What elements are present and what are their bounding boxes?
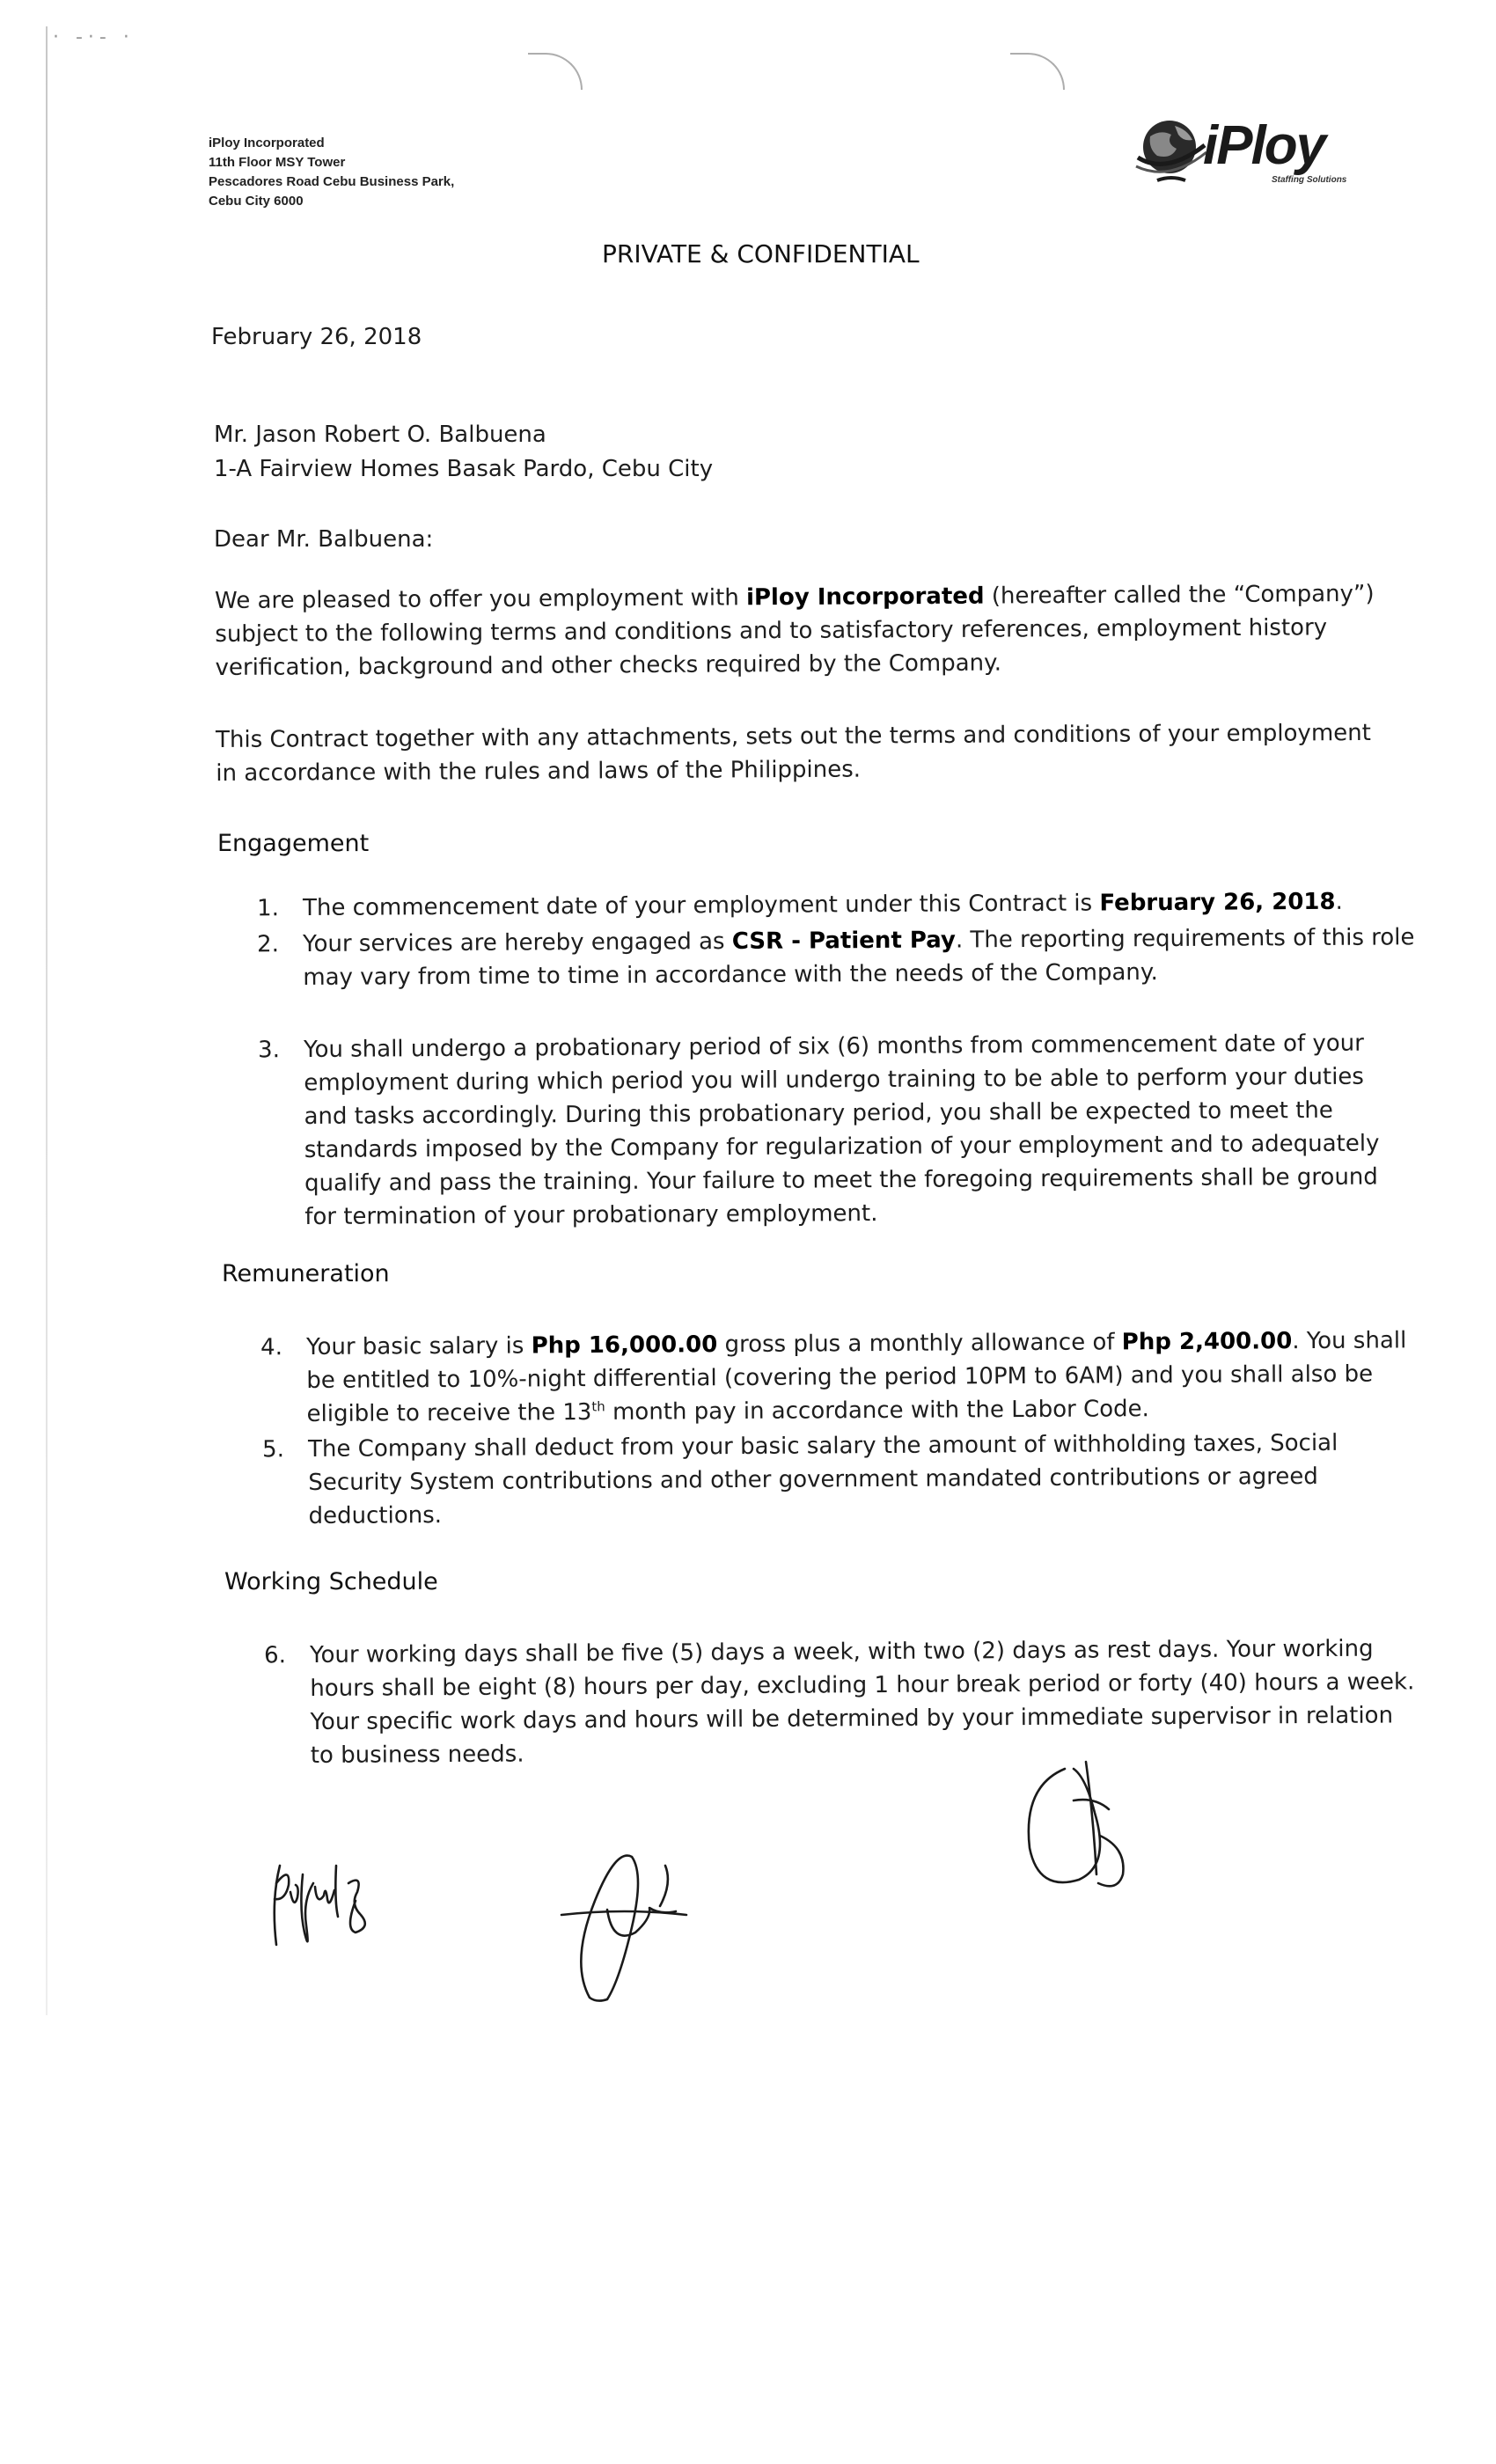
clause-2-number: 2. (257, 931, 280, 958)
clause-4-number: 4. (260, 1334, 283, 1361)
clause-4-line-3-end: month pay in accordance with the Labor Code. (605, 1396, 1149, 1426)
clause-2-text: Your services are hereby engaged as (303, 928, 732, 957)
letter-date: February 26, 2018 (211, 324, 422, 350)
initials-right (1012, 1751, 1153, 1901)
engagement-heading: Engagement (217, 830, 370, 857)
remuneration-heading: Remuneration (222, 1260, 390, 1287)
working-schedule-heading: Working Schedule (224, 1568, 438, 1595)
job-title: CSR - Patient Pay (731, 927, 957, 956)
scan-edge (46, 26, 48, 2015)
sender-company: iPloy Incorporated (209, 136, 325, 150)
clause-5-number: 5. (262, 1436, 285, 1463)
intro-text-post: (hereafter called the “Company”) (984, 580, 1375, 610)
clause-1-end: . (1335, 888, 1343, 915)
clause-4-text-post: . You shall (1292, 1327, 1407, 1355)
salutation: Dear Mr. Balbuena: (214, 526, 434, 553)
clause-3-line-6: for termination of your probationary employment. (304, 1200, 878, 1230)
clause-6-line-4: to business needs. (310, 1741, 524, 1769)
clause-6 (264, 1632, 1415, 1772)
clause-3-number: 3. (258, 1037, 281, 1064)
punch-hole-right (1010, 53, 1065, 90)
sender-floor: 11th Floor MSY Tower (209, 155, 346, 170)
clause-2-text-post: . The reporting requirements of this role (955, 924, 1415, 954)
clause-5-line-2: Security System contributions and other government mandated contributions or agreed (308, 1463, 1318, 1496)
clause-3-line-3: and tasks accordingly. During this probationary period, you shall be expected to meet the (304, 1096, 1333, 1130)
contract-line-2: in accordance with the rules and laws of the Philippines. (216, 756, 862, 787)
clause-2-line-2: may vary from time to time in accordance with the needs of the Company. (303, 959, 1158, 991)
clause-4-text: Your basic salary is (306, 1332, 532, 1360)
clause-6-number: 6. (264, 1642, 287, 1669)
sender-city: Cebu City 6000 (209, 194, 304, 209)
punch-hole-left (528, 53, 583, 90)
clause-5-line-1: The Company shall deduct from your basic salary the amount of withholding taxes, Social (308, 1429, 1338, 1463)
contract-line-1: This Contract together with any attachments, sets out the terms and conditions of your employment (216, 719, 1371, 753)
clause-3 (258, 1027, 1380, 1234)
basic-salary: Php 16,000.00 (531, 1331, 718, 1360)
clause-4-line-2: be entitled to 10%-night differential (covering the period 10PM to 6AM) and you shall also be (306, 1360, 1374, 1394)
globe-icon (1131, 110, 1210, 189)
clause-5 (262, 1426, 1338, 1533)
contract-paragraph (216, 716, 1371, 790)
intro-text-pre: We are pleased to offer you employment with (215, 584, 747, 614)
sender-address (209, 134, 454, 211)
clause-4-line-3: eligible to receive the 13 (306, 1399, 592, 1427)
clause-6-line-2: hours shall be eight (8) hours per day, excluding 1 hour break period or forty (40) hours a week. (310, 1668, 1415, 1702)
sender-street: Pescadores Road Cebu Business Park, (209, 174, 455, 189)
recipient-address: 1-A Fairview Homes Basak Pardo, Cebu City (214, 456, 714, 482)
recipient-name: Mr. Jason Robert O. Balbuena (214, 422, 546, 448)
clause-1-number: 1. (257, 895, 280, 922)
clause-1 (257, 885, 1343, 925)
clause-3-line-2: employment during which period you will undergo training to be able to perform your duties (304, 1063, 1365, 1096)
clause-3-line-4: standards imposed by the Company for regularization of your employment and to adequately (304, 1130, 1380, 1163)
intro-paragraph (215, 577, 1375, 685)
company-logo (1131, 110, 1368, 194)
handwritten-date-note (264, 1848, 405, 1962)
intro-line-3: verification, background and other checks required by the Company. (215, 649, 1002, 681)
clause-6-line-3: Your specific work days and hours will be determined by your immediate supervisor in relation (310, 1702, 1394, 1735)
clause-2 (257, 920, 1415, 994)
intro-line-2: subject to the following terms and conditions and to satisfactory references, employment history (215, 614, 1328, 648)
logo-wordmark: iPloy (1203, 115, 1325, 176)
intro-company-name: iPloy Incorporated (745, 583, 985, 612)
clause-1-text: The commencement date of your employment under this Contract is (303, 890, 1100, 921)
commencement-date: February 26, 2018 (1099, 888, 1336, 917)
clause-3-line-1: You shall undergo a probationary period of six (6) months from commencement date of your (304, 1030, 1364, 1063)
confidential-title: PRIVATE & CONFIDENTIAL (602, 239, 920, 268)
clause-3-line-5: qualify and pass the training. Your failure to meet the foregoing requirements shall be ground (304, 1163, 1378, 1197)
clause-6-line-1: Your working days shall be five (5) days a week, with two (2) days as rest days. Your working (310, 1635, 1374, 1668)
clause-4-superscript: th (591, 1398, 605, 1415)
initials-center (554, 1830, 704, 2006)
scan-marks: · -·- · (53, 26, 135, 48)
monthly-allowance: Php 2,400.00 (1121, 1328, 1293, 1356)
logo-tagline: Staffing Solutions (1272, 175, 1347, 185)
clause-4-text-mid: gross plus a monthly allowance of (717, 1329, 1122, 1359)
clause-5-line-3: deductions. (308, 1502, 443, 1529)
clause-4 (260, 1324, 1407, 1431)
